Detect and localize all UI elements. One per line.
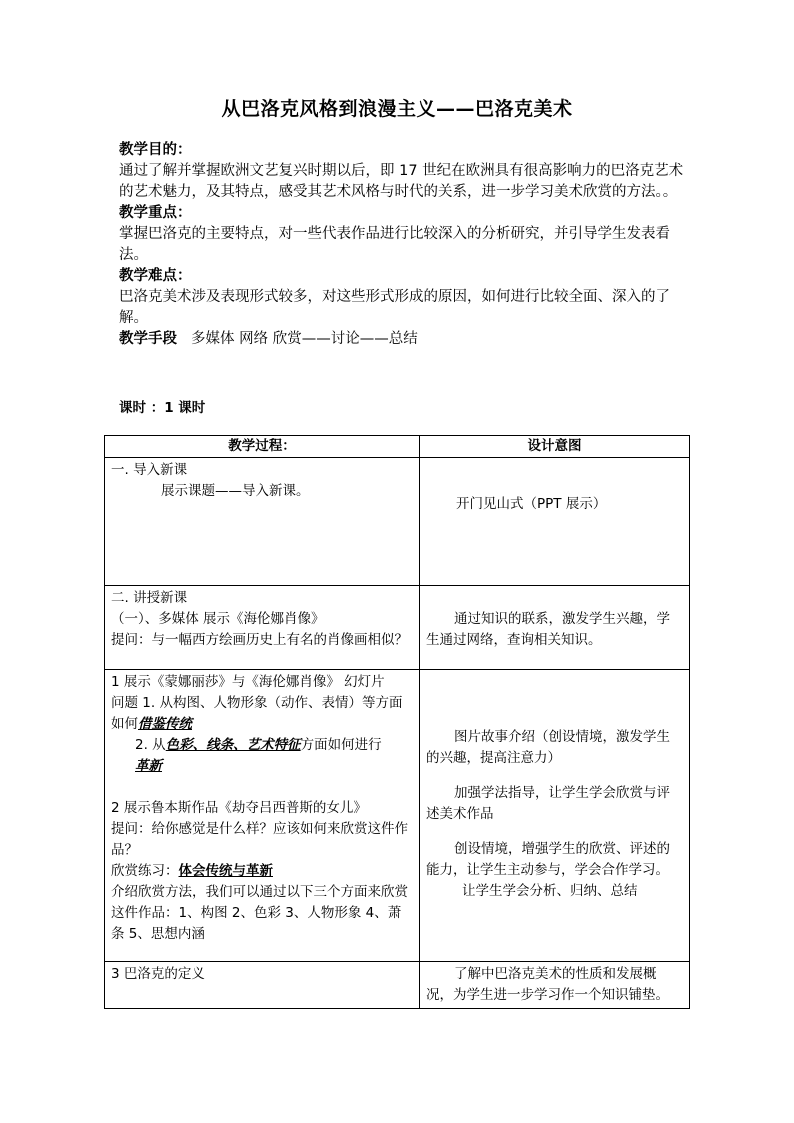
new-lesson-media: （一）、多媒体 展示《海伦娜肖像》 xyxy=(111,611,325,627)
question-1: 问题 1. 从构图、人物形象（动作、表情）等方面如何借鉴传统 xyxy=(111,695,403,732)
intent-text: 加强学法指导，让学生学会欣赏与评述美术作品 xyxy=(426,785,670,822)
rubens-work: 2 展示鲁本斯作品《劫夺吕西普斯的女儿》 xyxy=(111,800,367,816)
table-row xyxy=(105,586,690,670)
emphasis-innovation: 革新 xyxy=(135,758,162,774)
exercise-emphasis: 体会传统与革新 xyxy=(178,863,273,879)
emphasis-elements: 色彩、线条、艺术特征 xyxy=(165,737,301,753)
table-row xyxy=(105,962,690,1009)
class-hours: 课时 ：1 课时 xyxy=(119,400,206,416)
objectives-text: 通过了解并掌握欧洲文艺复兴时期以后，即 17 世纪在欧洲具有很高影响力的巴洛克艺术的艺术魅力，及其特点，感受其艺术风格与时代的关系，进一步学习美术欣赏的方法。。 xyxy=(119,163,684,200)
difficulties-heading: 教学难点： xyxy=(119,268,192,284)
header-process: 教学过程： xyxy=(105,436,420,458)
process-cell xyxy=(105,670,420,962)
intent-cell xyxy=(420,586,690,670)
process-cell xyxy=(105,962,420,1009)
means-text: 多媒体 网络 欣赏——讨论——总结 xyxy=(191,331,418,347)
new-lesson-label: 二. 讲授新课 xyxy=(111,590,188,606)
exercise: 欣赏练习：体会传统与革新 xyxy=(111,863,273,879)
intent-text: 创设情境，增强学生的欣赏、评述的能力，让学生主动参与，学会合作学习。 xyxy=(426,841,670,878)
header-intent: 设计意图 xyxy=(420,436,690,458)
intro-section-label: 一. 导入新课 xyxy=(111,462,188,478)
intro-section-text: 展示课题——导入新课。 xyxy=(161,483,310,499)
intent-cell xyxy=(420,458,690,586)
lesson-intro xyxy=(119,140,684,350)
intent-text: 让学生学会分析、归纳、总结 xyxy=(462,883,638,899)
table-row xyxy=(105,670,690,962)
intent-cell xyxy=(420,670,690,962)
intent-text: 了解中巴洛克美术的性质和发展概况，为学生进一步学习作一个知识铺垫。 xyxy=(426,966,669,1003)
feeling-question: 提问：给你感觉是什么样？应该如何来欣赏这件作品？ xyxy=(111,821,408,858)
table-header-row xyxy=(105,436,690,458)
table-row xyxy=(105,458,690,586)
key-points-text: 掌握巴洛克的主要特点，对一些代表作品进行比较深入的分析研究，并引导学生发表看法。 xyxy=(119,226,670,263)
compare-slides: 1 展示《蒙娜丽莎》与《海伦娜肖像》 幻灯片 xyxy=(111,674,385,690)
intent-text: 图片故事介绍（创设情境，激发学生的兴趣，提高注意力） xyxy=(426,729,670,766)
lesson-table xyxy=(104,435,690,1009)
process-cell xyxy=(105,458,420,586)
intent-cell xyxy=(420,962,690,1009)
teaching-means xyxy=(119,329,684,350)
means-label: 教学手段 xyxy=(119,331,177,347)
process-cell xyxy=(105,586,420,670)
method-intro: 介绍欣赏方法，我们可以通过以下三个方面来欣赏这件作品：1、构图 2、色彩 3、人物形象 4、萧条 5、思想内涵 xyxy=(111,884,408,942)
baroque-definition: 3 巴洛克的定义 xyxy=(111,966,205,982)
key-points-heading: 教学重点： xyxy=(119,205,192,221)
document-title: 从巴洛克风格到浪漫主义——巴洛克美术 xyxy=(221,98,573,120)
objectives-heading: 教学目的： xyxy=(119,142,192,158)
difficulties-text: 巴洛克美术涉及表现形式较多，对这些形式形成的原因，如何进行比较全面、深入的了解。 xyxy=(119,289,670,326)
emphasis-tradition: 借鉴传统 xyxy=(138,716,192,732)
new-lesson-question: 提问：与一幅西方绘画历史上有名的肖像画相似？ xyxy=(111,632,408,648)
question-2: 2. 从色彩、线条、艺术特征方面如何进行 革新 xyxy=(135,737,382,774)
intent-text: 通过知识的联系，激发学生兴趣，学生通过网络，查询相关知识。 xyxy=(426,611,670,648)
intent-text: 开门见山式（PPT 展示） xyxy=(456,496,607,512)
